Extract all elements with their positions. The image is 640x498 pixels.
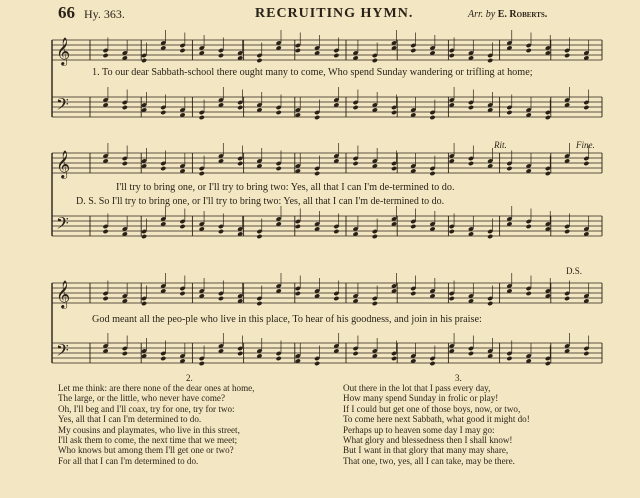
system-1-treble-notehead — [449, 53, 455, 58]
system-1-bass-notehead — [237, 105, 243, 110]
system-2-bass-notehead — [103, 229, 109, 234]
system-2-bass-clef-icon: 𝄢 — [56, 213, 69, 237]
system-3-treble-notehead — [333, 296, 339, 301]
system-1-bass-notehead — [545, 115, 551, 120]
system-1-bass-notehead — [506, 110, 512, 115]
system-3-treble-notehead — [103, 296, 109, 301]
system-3-treble-clef-icon: 𝄞 — [56, 280, 71, 308]
system-2-treble-notehead — [160, 166, 166, 171]
system-1-treble-notehead — [410, 48, 416, 53]
system-3-bass-notehead — [583, 351, 589, 356]
system-1-bass-notehead — [429, 115, 435, 120]
system-2-bass-notehead — [141, 234, 147, 239]
system-2-treble-notehead — [122, 161, 128, 166]
verse-line: Oh, I'll beg and I'll coax, try for one, try for two: — [58, 403, 235, 414]
system-2-treble-notehead — [506, 166, 512, 171]
system-2-bass-notehead — [179, 224, 185, 229]
system-3-bass-notehead — [391, 356, 397, 361]
system-1-treble-notehead — [333, 53, 339, 58]
system-3-bass-notehead — [506, 356, 512, 361]
system-2-treble-clef-icon: 𝄞 — [56, 150, 71, 178]
system-1-bass-notehead — [391, 110, 397, 115]
system-3-treble-notehead — [256, 301, 262, 306]
system-2-bass-notehead — [218, 229, 224, 234]
verse-3-number: 3. — [455, 373, 462, 383]
system-3-treble-notehead — [295, 291, 301, 296]
system-1-lyric: 1. To our dear Sabbath-school there ought many to come, Who spend Sunday wandering or trifling at home; — [92, 67, 533, 78]
system-3-bass-notehead — [314, 361, 320, 366]
system-2-lyric-chorus: I'll try to bring one, or I'll try to bring two: Yes, all that I can I'm de-termined to do. — [116, 182, 455, 193]
verse-line: The large, or the little, who never have come? — [58, 393, 225, 404]
system-1-treble-notehead — [372, 58, 378, 63]
verse-line: For all that I can I'm determined to do. — [58, 455, 199, 466]
system-2-treble-notehead — [199, 171, 205, 176]
system-2-treble-notehead — [276, 166, 282, 171]
system-1-bass-notehead — [468, 105, 474, 110]
system-2-bass-notehead — [333, 229, 339, 234]
system-3-bass-notehead — [160, 356, 166, 361]
system-1-treble-notehead — [526, 48, 532, 53]
system-1-treble-notehead — [179, 48, 185, 53]
system-1-treble-notehead — [141, 58, 147, 63]
verse-line: How many spend Sunday in frolic or play! — [343, 393, 499, 404]
system-3-bass-notehead — [122, 351, 128, 356]
ritardando-mark: Rit. — [494, 140, 507, 150]
system-2-treble-notehead — [545, 171, 551, 176]
arranger-prefix: Arr. by — [468, 9, 496, 20]
system-3-bass-notehead — [237, 351, 243, 356]
system-2-treble-notehead — [429, 171, 435, 176]
system-3-lyric: God meant all the peo-ple who live in this place, To hear of his goodness, and join in his praise: — [92, 314, 482, 325]
system-3-bass-notehead — [276, 356, 282, 361]
hymn-title: RECRUITING HYMN. — [255, 6, 414, 21]
system-2-lyric-ds: D. S. So I'll try to bring one, or I'll try to bring two: Yes, all that I can I'm de-termined to do. — [76, 196, 445, 207]
verse-3 — [343, 383, 530, 466]
verse-line: Who knows but among them I'll get one or two? — [58, 445, 234, 456]
system-3-treble-notehead — [141, 301, 147, 306]
system-1-treble-notehead — [564, 53, 570, 58]
system-2-bass-notehead — [449, 229, 455, 234]
system-2-bass-notehead — [256, 234, 262, 239]
dal-segno-mark: D.S. — [566, 266, 583, 276]
system-3-bass-notehead — [429, 361, 435, 366]
system-2-treble-notehead — [353, 161, 359, 166]
system-1-bass-notehead — [583, 105, 589, 110]
system-1-treble-notehead — [487, 58, 493, 63]
verse-line: If I could but get one of those boys, now, or two, — [343, 403, 521, 414]
system-2-treble-notehead — [391, 166, 397, 171]
page-number: 66 — [58, 3, 75, 22]
verse-line: My cousins and playmates, who live in this street, — [58, 424, 240, 435]
system-3-bass-notehead — [199, 361, 205, 366]
system-2-bass-notehead — [526, 224, 532, 229]
system-3-treble-notehead — [526, 291, 532, 296]
verse-line: That one, two, yes, all I can take, may be there. — [343, 455, 515, 466]
system-1-treble-notehead — [218, 53, 224, 58]
fine-mark: Fine. — [576, 140, 595, 150]
system-2-treble-notehead — [237, 161, 243, 166]
system-1-bass-clef-icon: 𝄢 — [56, 94, 69, 118]
system-3-treble-notehead — [449, 296, 455, 301]
system-2-bass-notehead — [487, 234, 493, 239]
system-1-bass-notehead — [199, 115, 205, 120]
system-3-treble-notehead — [564, 296, 570, 301]
verse-line: Let me think: are there none of the dear ones at home, — [58, 383, 255, 393]
system-2-treble-notehead — [314, 171, 320, 176]
system-1-treble-notehead — [103, 53, 109, 58]
verse-line: Yes, all that I can I'm determined to do. — [58, 414, 202, 425]
system-3-bass-notehead — [545, 361, 551, 366]
system-3-treble-notehead — [487, 301, 493, 306]
system-3-treble-notehead — [218, 296, 224, 301]
system-1-treble-notehead — [256, 58, 262, 63]
system-1-bass-notehead — [160, 110, 166, 115]
system-1-bass-notehead — [122, 105, 128, 110]
verse-line: Perhaps up to heaven some day I may go: — [343, 424, 495, 435]
system-3-bass-clef-icon: 𝄢 — [56, 340, 69, 364]
system-2-bass-notehead — [372, 234, 378, 239]
verse-line: To come here next Sabbath, what good it might do! — [343, 414, 530, 425]
system-3-bass-notehead — [353, 351, 359, 356]
system-2-bass-notehead — [295, 224, 301, 229]
system-1-bass-notehead — [314, 115, 320, 120]
system-2-treble-notehead — [468, 161, 474, 166]
system-2-bass-notehead — [410, 224, 416, 229]
system-3-treble-notehead — [179, 291, 185, 296]
verse-line: What glory and blessedness then I shall know! — [343, 435, 513, 446]
system-1-treble-notehead — [295, 48, 301, 53]
system-1-bass-notehead — [353, 105, 359, 110]
system-1-bass-notehead — [276, 110, 282, 115]
system-3-treble-notehead — [372, 301, 378, 306]
hymn-number: Hy. 363. — [84, 7, 125, 21]
system-1-treble-clef-icon: 𝄞 — [56, 37, 71, 65]
arranger-name: E. Roberts. — [497, 9, 548, 20]
verse-2 — [58, 383, 254, 466]
verse-line: I'll ask them to come, the next time that we meet; — [58, 435, 238, 446]
verse-2-number: 2. — [186, 373, 193, 383]
system-2-bass-notehead — [564, 229, 570, 234]
system-3-bass-notehead — [468, 351, 474, 356]
verse-line: Out there in the lot that I pass every day, — [343, 383, 491, 393]
system-2-treble-notehead — [583, 161, 589, 166]
system-3-treble-notehead — [410, 291, 416, 296]
verse-line: But I want in that glory that many may share, — [343, 445, 509, 456]
